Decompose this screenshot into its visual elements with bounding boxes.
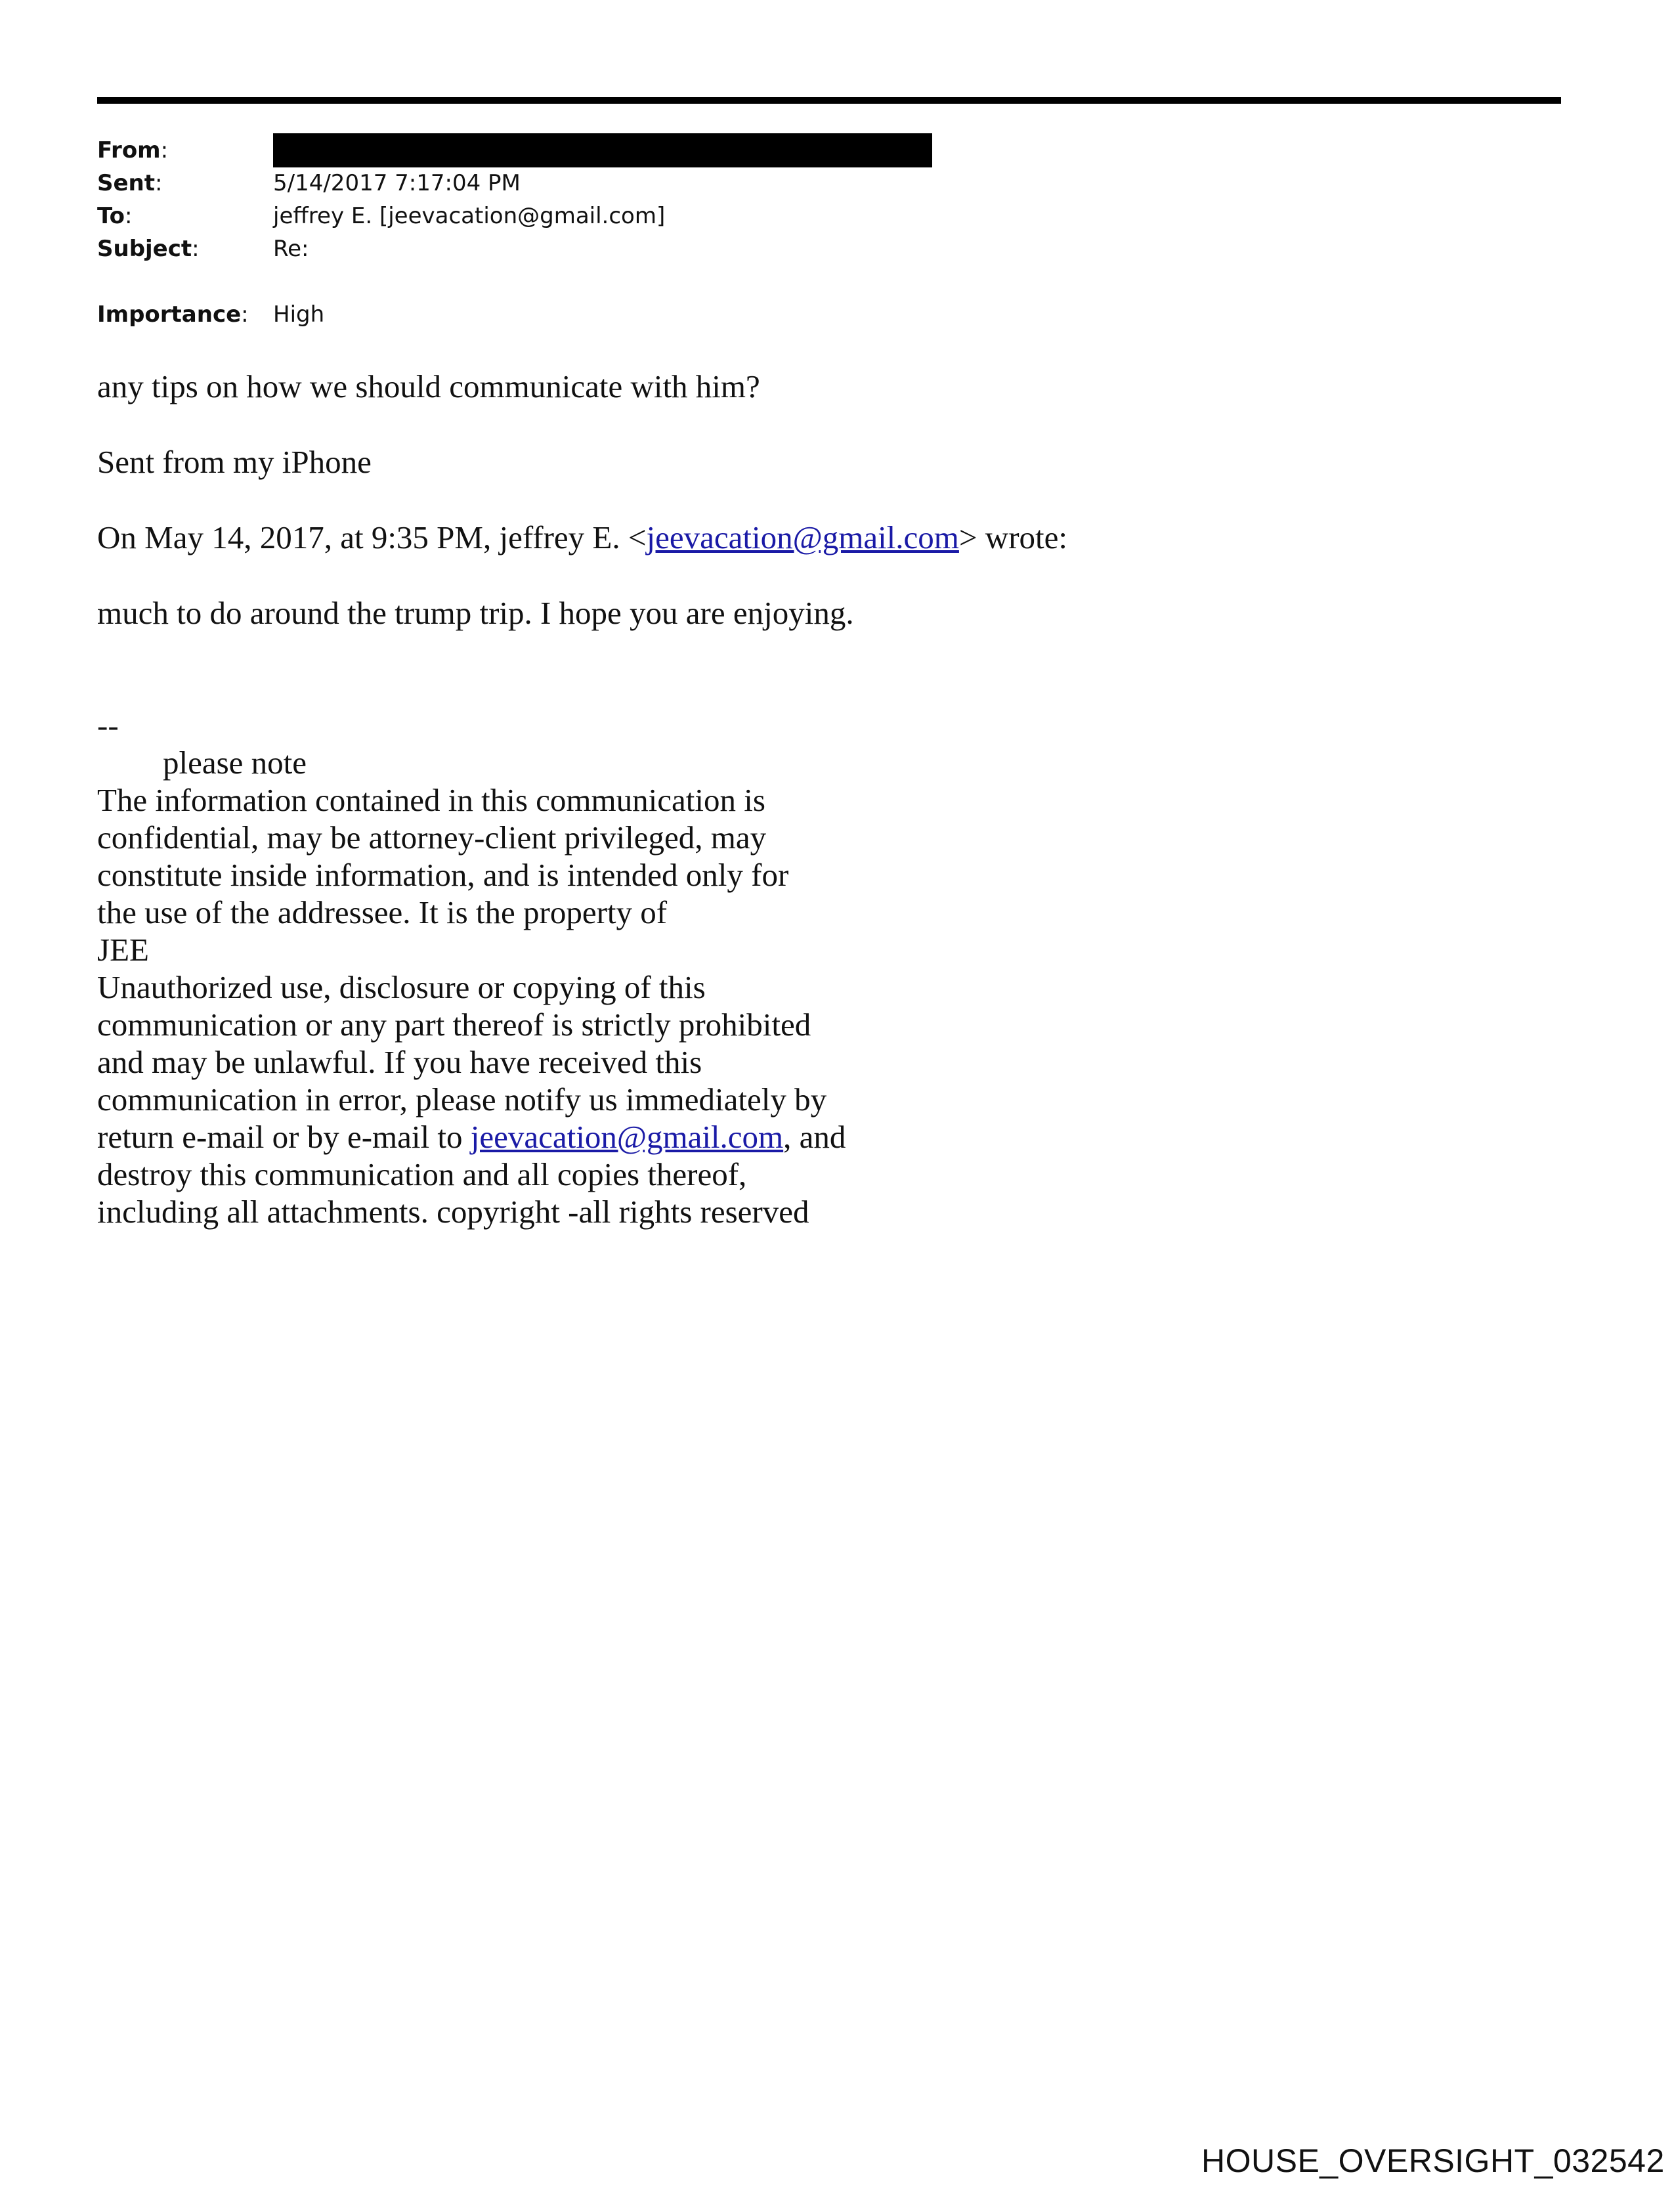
quoted-message: much to do around the trump trip. I hope you are enjoying. [97,595,854,631]
top-divider [97,97,1561,104]
please-note: please note [163,745,307,781]
message-line: any tips on how we should communicate with him? [97,368,760,404]
disclaimer-line: communication or any part thereof is strictly prohibited [97,1007,811,1043]
sent-label: Sent [97,170,156,196]
quote-attribution: On May 14, 2017, at 9:35 PM, jeffrey E. <jeevacation@gmail.com> wrote: [97,519,1067,555]
from-row: From: [97,134,932,167]
disclaimer-line: constitute inside information, and is intended only for [97,857,789,893]
subject-value: Re: [273,236,309,262]
disclaimer-line: including all attachments. copyright -all rights reserved [97,1194,809,1230]
disclaimer-line: confidential, may be attorney-client privileged, may [97,819,767,856]
to-row: To: jeffrey E. [jeevacation@gmail.com] [97,200,932,232]
to-value: jeffrey E. [jeevacation@gmail.com] [273,203,666,229]
disclaimer-email-link[interactable]: jeevacation@gmail.com [470,1119,784,1155]
mobile-signature: Sent from my iPhone [97,444,372,480]
quote-email-link[interactable]: jeevacation@gmail.com [646,519,959,555]
importance-value: High [273,301,325,328]
disclaimer-line: JEE [97,932,149,968]
email-body [97,368,1410,1230]
disclaimer-line: communication in error, please notify us immediately by [97,1081,827,1117]
subject-label: Subject [97,236,192,262]
disclaimer-line: the use of the addressee. It is the property of [97,894,668,930]
importance-row: Importance: High [97,298,932,331]
disclaimer-line: and may be unlawful. If you have received this [97,1044,702,1080]
subject-row: Subject: Re: [97,232,932,265]
bates-number: HOUSE_OVERSIGHT_032542 [1201,2142,1665,2179]
to-label: To [97,203,125,229]
disclaimer-block [97,781,1410,1230]
disclaimer-line: Unauthorized use, disclosure or copying of this [97,969,706,1005]
disclaimer-line: The information contained in this communication is [97,782,765,818]
redaction-box [273,133,932,167]
importance-label: Importance [97,301,242,328]
signature-separator: -- [97,707,119,743]
email-header [97,134,932,331]
from-label: From [97,137,161,163]
sent-row: Sent: 5/14/2017 7:17:04 PM [97,167,932,200]
disclaimer-line: return e-mail or by e-mail to jeevacation@gmail.com, and [97,1119,846,1155]
sent-value: 5/14/2017 7:17:04 PM [273,170,521,196]
disclaimer-line: destroy this communication and all copies thereof, [97,1156,747,1192]
